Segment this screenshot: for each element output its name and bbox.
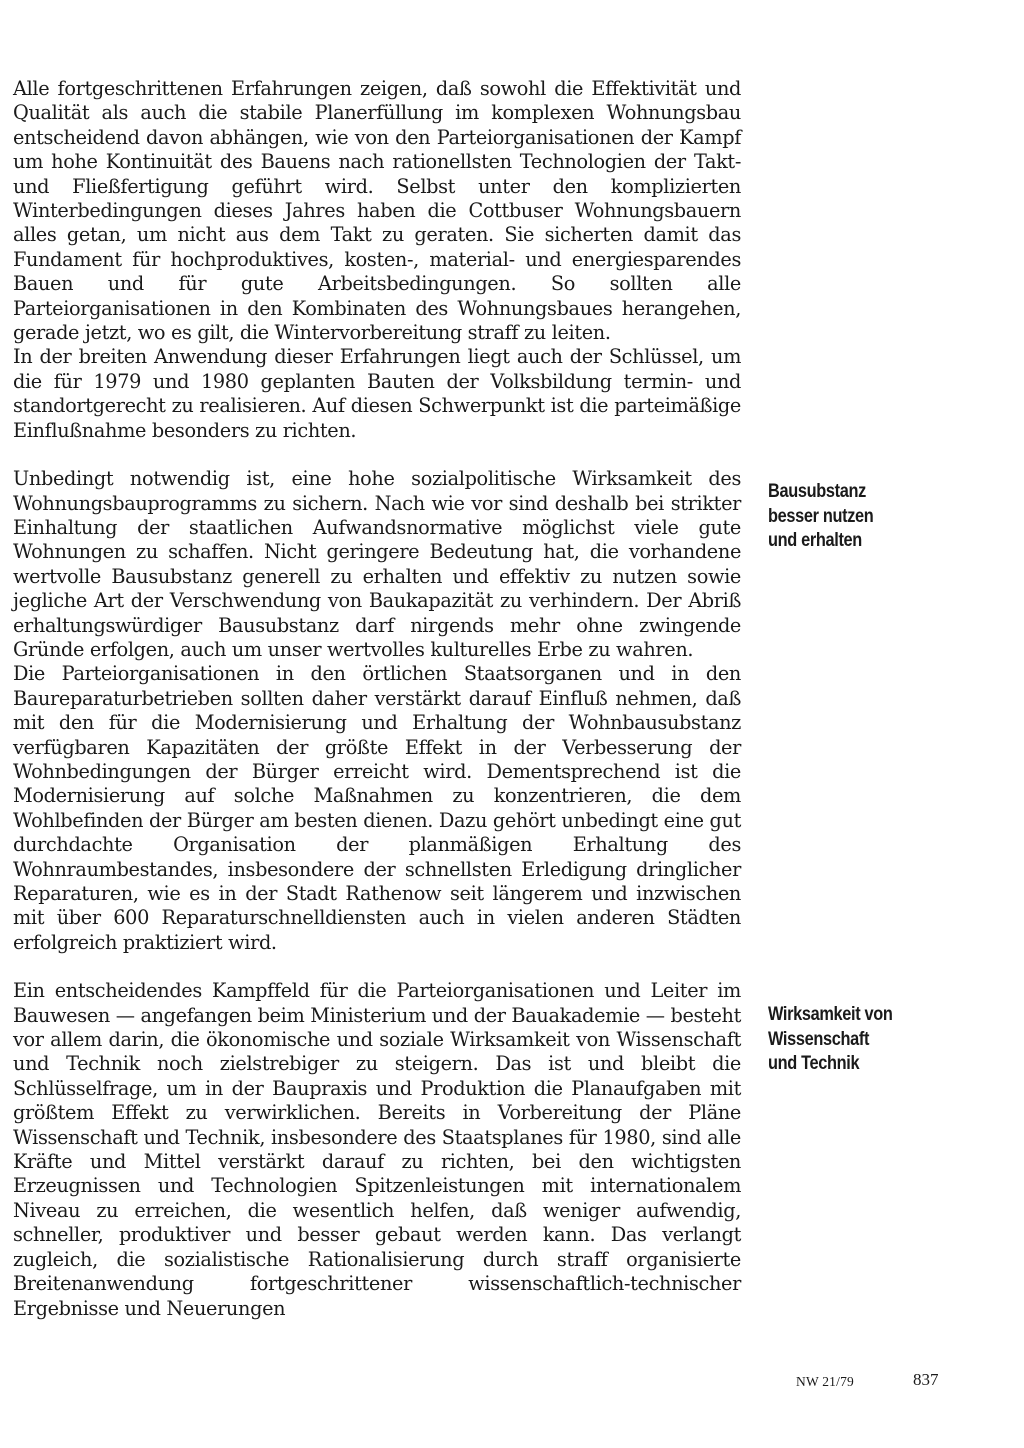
paragraph-baureparatur: Die Parteiorganisationen in den örtlichen Staatsorganen und in den Baureparaturbetrieben sollten daher verstärkt darauf Einfluß nehmen, daß mit den für die Modernisierung und Erhaltung der Wohnbausubstanz verfügbaren Kapazitäten der größte Effekt in der Verbesserung der Wohnbedingungen der Bürger erreicht wird. Dementsprechend ist die Modernisierung auf solche Maßnahmen zu konzentrieren, die dem Wohlbefinden der Bürger am besten dienen. Dazu gehört unbedingt eine gut durchdachte Organisation der planmäßigen Erhaltung des Wohnraumbestandes, insbesondere der schnellsten Erledigung dringlicher Reparaturen, wie es in der Stadt Rathenow seit längerem und inzwischen mit über 600 Reparaturschnelldiensten auch in vielen anderen Städten erfolgreich praktiziert wird. xyxy=(13,662,741,954)
paragraph-wissenschaft-technik: Ein entscheidendes Kampffeld für die Parteiorganisationen und Leiter im Bauwesen — angefangen beim Ministerium und der Bauakademie — besteht vor allem darin, die ökonomische und soziale Wirksamkeit von Wissenschaft und Technik noch zielstrebiger zu steigern. Das ist und bleibt die Schlüsselfrage, um in der Baupraxis und Produktion die Planaufgaben mit größtem Effekt zu verwirklichen. Bereits in Vorbereitung der Pläne Wissenschaft und Technik, insbesondere des Staatsplanes für 1980, sind alle Kräfte und Mittel verstärkt darauf zu richten, bei den wichtigsten Erzeugnissen und Technologien Spitzenleistungen mit internationalem Niveau zu erreichen, die wesentlich helfen, daß weniger aufwendig, schneller, produktiver und besser gebaut werden kann. Das verlangt zugleich, die sozialistische Rationalisierung durch straff organisierte Breitenanwendung fortgeschrittener wissenschaftlich-technischer Ergebnisse und Neuerungen xyxy=(13,979,741,1320)
paragraph-wohnungsbauprogramm: Unbedingt notwendig ist, eine hohe sozialpolitische Wirksamkeit des Wohnungsbauprogramms zu sichern. Nach wie vor sind deshalb bei strikter Einhaltung der staatlichen Aufwandsnormative möglichst viele gute Wohnungen zu schaffen. Nicht geringere Bedeutung hat, die vorhandene wertvolle Bausubstanz generell zu erhalten und effektiv zu nutzen sowie jegliche Art der Verschwendung von Baukapazität zu verhindern. Der Abriß erhaltungswürdiger Bausubstanz darf nirgends mehr ohne zwingende Gründe erfolgen, auch um unser wertvolles kulturelles Erbe zu wahren. xyxy=(13,467,741,661)
margin-heading-bausubstanz xyxy=(768,480,974,554)
paragraph-gap xyxy=(13,443,741,467)
page-number: 837 xyxy=(913,1370,939,1389)
main-text-column xyxy=(13,77,741,1321)
paragraph-takt-fliessfertigung: Alle fortgeschrittenen Erfahrungen zeigen, daß sowohl die Effektivität und Qualität als auch die stabile Planerfüllung im komplexen Wohnungsbau entscheidend davon abhängen, wie von den Parteiorganisationen der Kampf um hohe Kontinuität des Bauens nach rationellsten Technologien der Takt- und Fließfertigung geführt wird. Selbst unter den komplizierten Winterbedingungen dieses Jahres haben die Cottbuser Wohnungsbauern alles getan, um nicht aus dem Takt zu geraten. Sie sicherten damit das Fundament für hochproduktives, kosten-, material- und energiesparendes Bauen und für gute Arbeitsbedingungen. So sollten alle Parteiorganisationen in den Kombinaten des Wohnungsbaues herangehen, gerade jetzt, wo es gilt, die Wintervorbereitung straff zu leiten. xyxy=(13,77,741,345)
margin-heading-line: Wissenschaft xyxy=(768,1028,870,1050)
margin-heading-wirksamkeit xyxy=(768,1003,974,1077)
paragraph-gap xyxy=(13,955,741,979)
margin-heading-line: und Technik xyxy=(768,1053,860,1074)
paragraph-volksbildung: In der breiten Anwendung dieser Erfahrungen liegt auch der Schlüssel, um die für 1979 und 1980 geplanten Bauten der Volksbildung termin- und standortgerecht zu realisieren. Auf diesen Schwerpunkt ist die parteimäßige Einflußnahme besonders zu richten. xyxy=(13,345,741,442)
margin-heading-line: besser nutzen xyxy=(768,505,874,527)
issue-label: NW 21/79 xyxy=(796,1374,854,1389)
margin-heading-line: und erhalten xyxy=(768,530,862,551)
margin-heading-line: Wirksamkeit von xyxy=(768,1004,893,1025)
margin-heading-line: Bausubstanz xyxy=(768,481,866,502)
